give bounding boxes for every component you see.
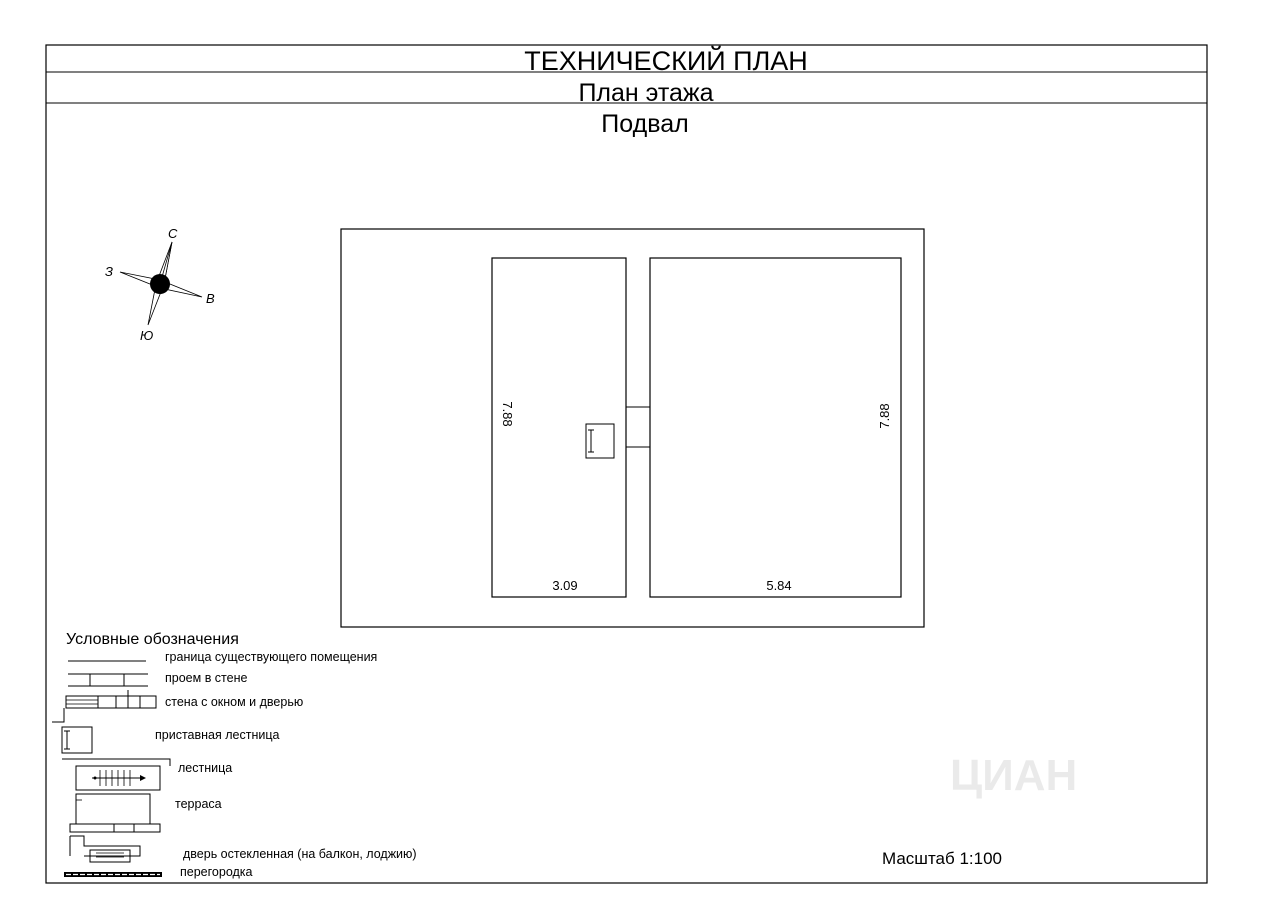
room-right — [650, 258, 901, 597]
ladder-symbol-icon — [586, 424, 614, 458]
legend-item-label: приставная лестница — [155, 728, 280, 742]
plan-title: ТЕХНИЧЕСКИЙ ПЛАН — [524, 46, 808, 76]
floor-name: Подвал — [601, 110, 689, 138]
legend-ladder-icon — [62, 727, 92, 753]
dim-right-width: 5.84 — [766, 578, 792, 593]
legend-wall-window-door-symbol — [52, 690, 156, 722]
compass-north-label: С — [168, 226, 178, 241]
scale-label: Масштаб 1:100 — [882, 849, 1002, 868]
legend-item-label: перегородка — [180, 865, 253, 879]
floor-plan — [341, 229, 924, 627]
legend-stairs-icon — [62, 759, 170, 790]
watermark-logo — [950, 751, 1077, 800]
legend-partition-icon — [64, 872, 162, 877]
dim-left-width: 3.09 — [552, 578, 578, 593]
plan-subtitle: План этажа — [578, 79, 714, 107]
compass-west-label: З — [105, 264, 113, 279]
legend-item-label: стена с окном и дверью — [165, 695, 304, 709]
legend-item-label: дверь остекленная (на балкон, лоджию) — [183, 847, 417, 861]
legend-terrace-icon — [70, 794, 160, 832]
legend-glazed-door-icon — [70, 836, 140, 862]
legend-item-label: лестница — [178, 761, 233, 775]
compass-rose-icon — [105, 226, 215, 343]
legend-title: Условные обозначения — [66, 631, 239, 648]
legend-opening-symbol — [68, 674, 148, 686]
legend — [52, 631, 417, 879]
legend-item-label: терраса — [175, 797, 222, 811]
dim-right-height: 7.88 — [877, 403, 892, 429]
legend-item-label: проем в стене — [165, 671, 248, 685]
building-outline — [341, 229, 924, 627]
room-left — [492, 258, 626, 597]
legend-item-label: граница существующего помещения — [165, 650, 378, 664]
svg-text:ЦИАН: ЦИАН — [950, 751, 1078, 800]
compass-east-label: В — [206, 291, 215, 306]
compass-south-label: Ю — [140, 328, 154, 343]
dim-left-height: 7.88 — [500, 401, 515, 427]
